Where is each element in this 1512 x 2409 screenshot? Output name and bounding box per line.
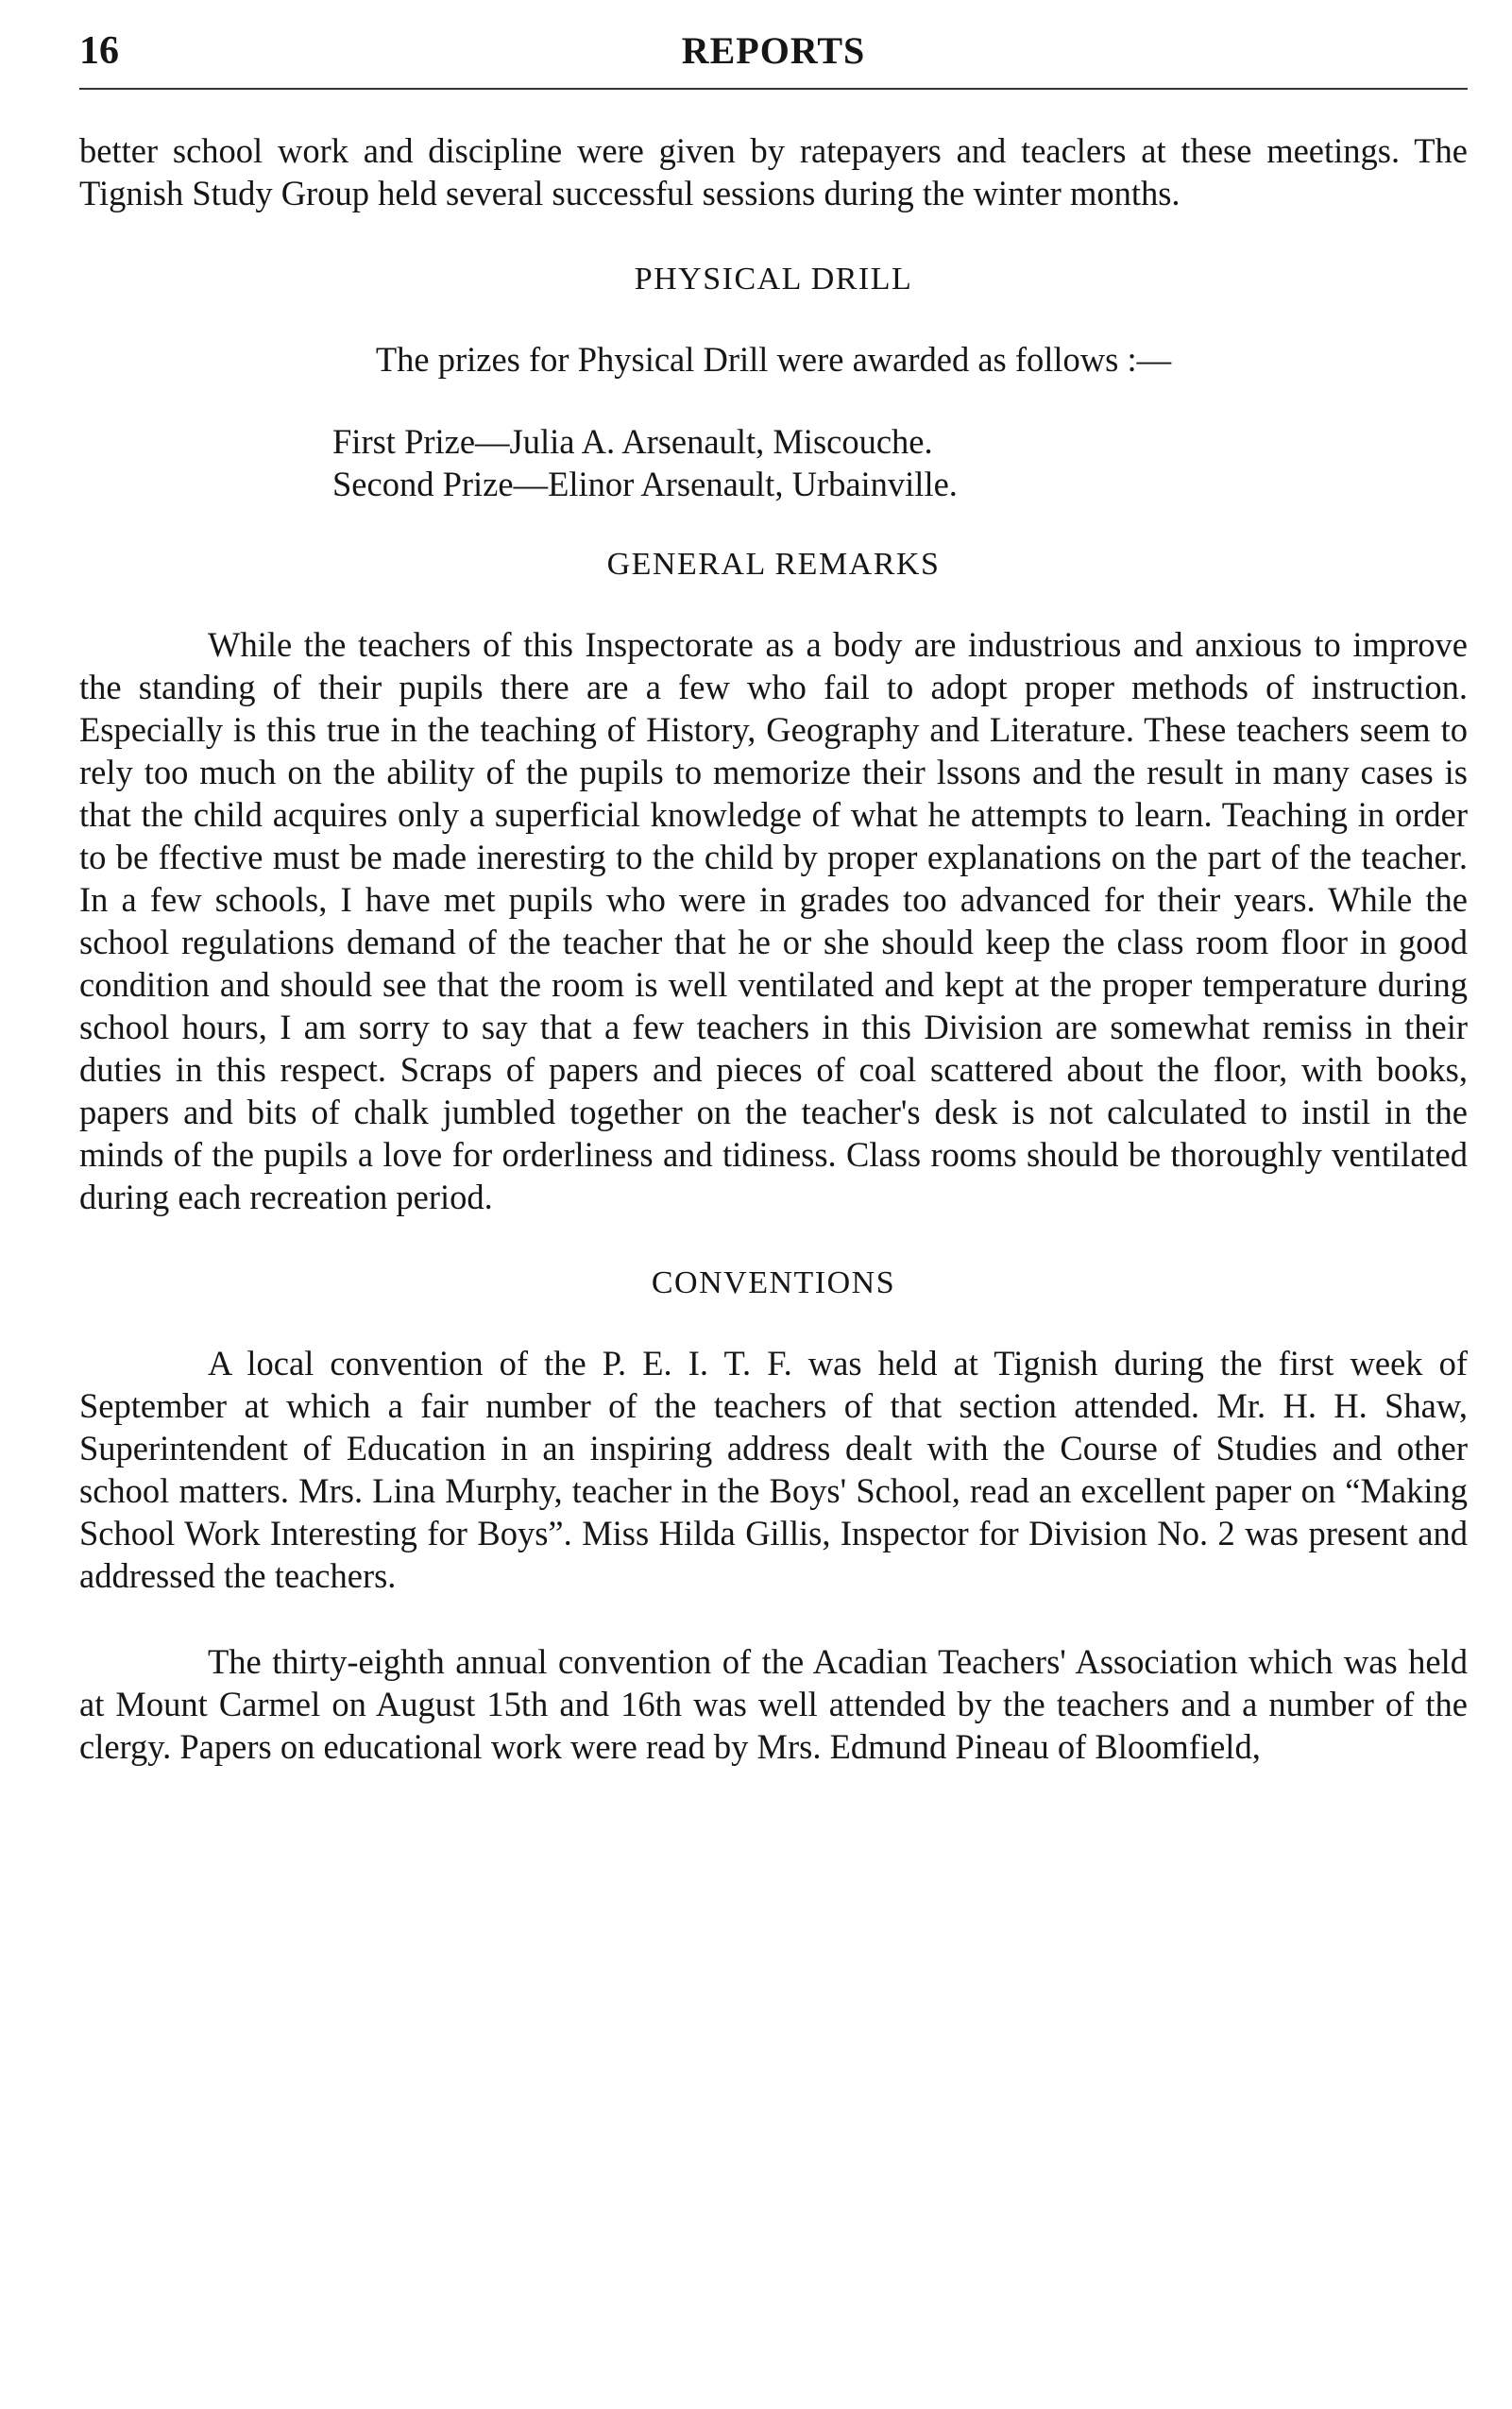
running-title: REPORTS <box>681 29 866 72</box>
opening-paragraph: better school work and discipline were given by ratepayers and teaclers at these meetings. The Tignish Study Group held several successful sessions during the winter months. <box>79 131 1468 212</box>
page-header <box>79 28 1468 85</box>
header-divider <box>79 88 1468 90</box>
page-number: 16 <box>79 29 119 73</box>
conventions-heading: CONVENTIONS <box>651 1265 896 1300</box>
general-remarks-heading: GENERAL REMARKS <box>606 547 941 582</box>
conventions-paragraph-local: A local convention of the P. E. I. T. F. was held at Tignish during the first week of September at which a fair number of the teachers of that section attended. Mr. H. H. Shaw, Superintendent of Education in an inspiring address dealt with the Course of Studies and other school matters. Mrs. Lina Murphy, teacher in the Boys' School, read an excellent paper on “Making School Work Interesting for Boys”. Miss Hilda Gillis, Inspector for Division No. 2 was present and addressed the teachers. <box>79 1344 1468 1595</box>
prize-list <box>332 420 1468 505</box>
prize-second: Second Prize—Elinor Arsenault, Urbainville. <box>332 465 958 503</box>
page-body <box>79 129 1468 1768</box>
conventions-paragraph-acadian: The thirty-eighth annual convention of the Acadian Teachers' Association which was held at Mount Carmel on August 15th and 16th was well attended by the teachers and a number of the clergy. Papers on educational work were read by Mrs. Edmund Pineau of Bloomfield, <box>79 1642 1468 1766</box>
physical-drill-intro: The prizes for Physical Drill were awarded as follows :— <box>375 340 1172 379</box>
prize-first: First Prize—Julia A. Arsenault, Miscouche. <box>332 422 933 461</box>
general-remarks-paragraph: While the teachers of this Inspectorate as a body are industrious and anxious to improve the standing of their pupils there are a few who fail to adopt proper methods of instruction. Especially is this true in the teaching of History, Geography and Literature. These teachers seem to rely too much on the ability of the pupils to memorize their lssons and the result in many cases is that the child acquires only a superficial knowledge of what he attempts to learn. Teaching in order to be ffective must be made inerestirg to the child by proper explanations on the part of the teacher. In a few schools, I have met pupils who were in grades too advanced for their years. While the school regulations demand of the teacher that he or she should keep the class room floor in good condition and should see that the room is well ventilated and kept at the proper temperature during school hours, I am sorry to say that a few teachers in this Division are somewhat remiss in their duties in this respect. Scraps of papers and pieces of coal scattered about the floor, with books, papers and bits of chalk jumbled together on the teacher's desk is not calculated to instil in the minds of the pupils a love for orderliness and tidiness. Class rooms should be thoroughly ventilated during each recreation period. <box>79 625 1468 1216</box>
physical-drill-heading: PHYSICAL DRILL <box>634 262 913 297</box>
